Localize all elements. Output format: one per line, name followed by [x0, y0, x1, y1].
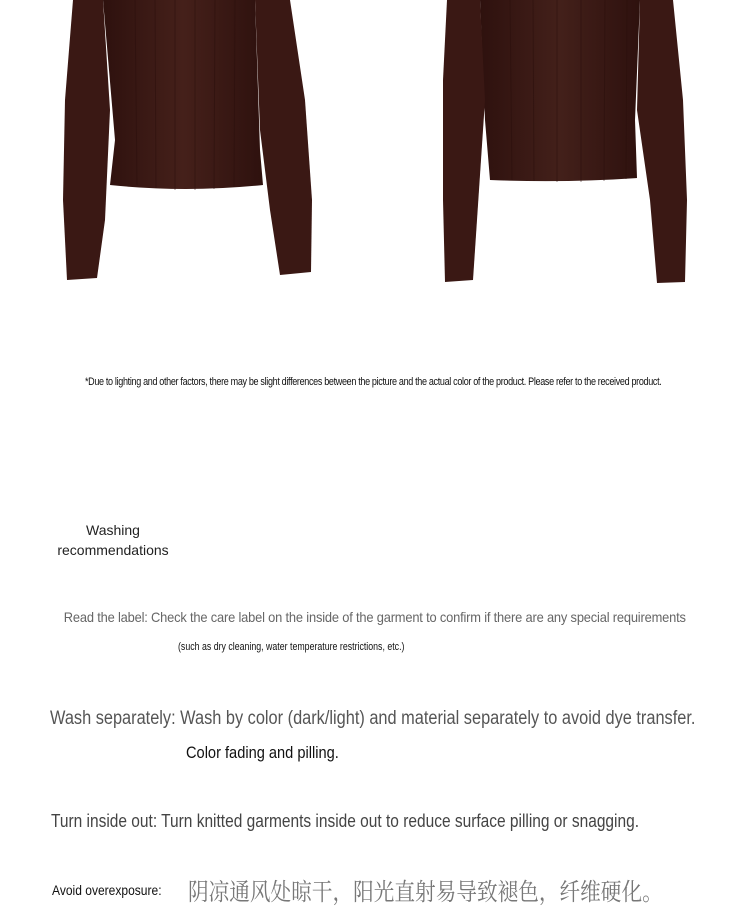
- tip-avoid-overexposure-label: Avoid overexposure:: [52, 882, 162, 898]
- tip-avoid-overexposure-text: 阴凉通风处晾干，阳光直射易导致褪色，纤维硬化。: [188, 878, 663, 906]
- tip-wash-separately-sub: Color fading and pilling.: [186, 743, 339, 762]
- tip-read-label: Read the label: Check the care label on the inside of the garment to confirm if there are any special requirements: [63, 609, 686, 625]
- washing-heading-line1: Washing: [86, 522, 140, 538]
- tip-turn-inside-out: Turn inside out: Turn knitted garments inside out to reduce surface pilling or snagging.: [51, 811, 639, 831]
- washing-heading-line2: recommendations: [57, 542, 169, 558]
- tip-wash-separately: Wash separately: Wash by color (dark/light) and material separately to avoid dye transfer.: [50, 708, 696, 729]
- sweater-image-left: [55, 0, 320, 290]
- color-disclaimer-note: *Due to lighting and other factors, there may be slight differences between the picture and the actual color of the product. Please refer to the received product.: [84, 376, 662, 388]
- tip-read-label-sub: (such as dry cleaning, water temperature restrictions, etc.): [178, 641, 405, 653]
- sweater-image-right: [435, 0, 700, 290]
- washing-heading: [52, 520, 174, 560]
